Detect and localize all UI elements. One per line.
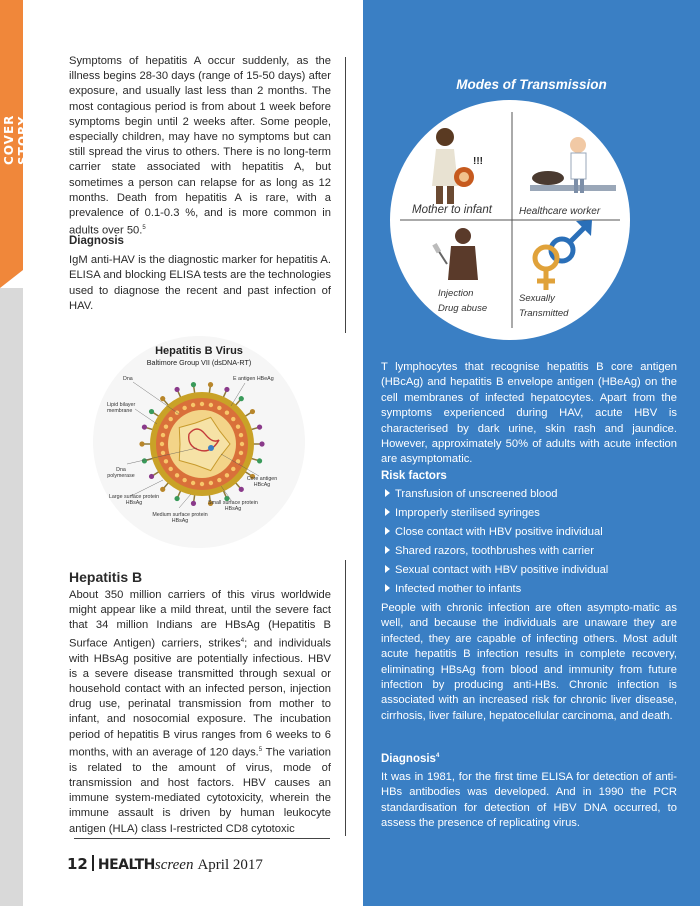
hepb-text-3: The variation is related to the amount of virus, mode of transmission and host factors. HBV causes an immune system-mediated cytotoxicity, wherein the immune assault is driven by human leukocyte antigen (HLA) class I-restricted CD8 cytotoxic — [69, 746, 331, 835]
risk-item — [381, 563, 677, 582]
membrane-lipid-dot — [169, 417, 173, 421]
membrane-lipid-dot — [200, 402, 204, 406]
footer-separator — [92, 855, 94, 871]
membrane-lipid-dot — [175, 473, 179, 477]
membrane-lipid-dot — [231, 467, 235, 471]
label-large-surface: Large surface protein HBsAg — [108, 494, 160, 506]
diagnosis-paragraph: IgM anti-HAV is the diagnostic marker for hepatitis A. ELISA and blocking ELISA tests are the technologies used to diagnose the recent and past infection of HAV. — [69, 254, 331, 312]
chronic-infection-block — [381, 601, 677, 724]
svg-text:!!!: !!! — [473, 156, 483, 167]
page-number: 12 — [67, 855, 88, 873]
right-body-paragraph: T lymphocytes that recognise hepatitis B core antigen (HBcAg) and hepatitis B envelope antigen (HBeAg) on the cell membranes of infected hepatocytes. Apart from the symptoms experienced during HAV, acute HBV is characterised by dark urine, skin rash and jaundice. However, approximately 50% of adults with acute infection are asymptomatic. — [381, 361, 677, 466]
modes-title: Modes of Transmission — [456, 77, 607, 92]
membrane-lipid-dot — [231, 417, 235, 421]
side-margin-bar — [0, 288, 23, 906]
virus-surface-protein — [250, 409, 255, 414]
virus-surface-protein — [239, 396, 244, 401]
membrane-lipid-dot — [239, 433, 243, 437]
label-lipid-membrane: Lipid bilayer membrane — [107, 402, 136, 414]
page-footer — [67, 855, 263, 877]
membrane-lipid-dot — [164, 459, 168, 463]
hepatitis-b-block — [69, 588, 331, 837]
mode-sexually: Sexually — [519, 293, 555, 304]
leader-medium — [179, 494, 191, 508]
mode-transmitted: Transmitted — [519, 308, 569, 319]
virus-surface-protein — [149, 409, 154, 414]
membrane-lipid-dot — [225, 473, 229, 477]
membrane-lipid-dot — [239, 451, 243, 455]
hepatitis-b-paragraph — [69, 588, 331, 837]
virus-surface-protein — [239, 487, 244, 492]
membrane-lipid-dot — [169, 467, 173, 471]
bullet-arrow-icon — [385, 527, 390, 535]
membrane-lipid-dot — [200, 482, 204, 486]
hepatitis-b-heading: Hepatitis B — [69, 569, 143, 585]
risk-item — [381, 582, 677, 601]
hepatitis-b-virus-figure — [93, 336, 305, 548]
diagnosis-heading: Diagnosis — [69, 235, 124, 247]
hepb-text-2: ; and individuals with HBsAg positive are potentially infectious. HBV is a severe disease transmitted through sexual or household contact with an infected person, injection drug use, perinatal transmission from mother to infant, and nosocomial exposure. The incubation period of hepatitis B virus ranges from 6 weeks to 6 months, with an average of 120 days. — [69, 637, 331, 759]
column-divider-top — [345, 57, 346, 333]
membrane-lipid-dot — [225, 411, 229, 415]
virus-surface-protein — [142, 424, 147, 429]
membrane-lipid-dot — [209, 403, 213, 407]
membrane-lipid-dot — [217, 478, 221, 482]
section-tab-label: COVER STORY — [2, 114, 30, 166]
injection-drug-icon — [432, 228, 478, 280]
virus-surface-protein — [174, 496, 179, 501]
mode-drug-abuse: Drug abuse — [438, 303, 488, 314]
modes-quadrant-lines — [390, 100, 630, 340]
risk-item — [381, 525, 677, 544]
membrane-lipid-dot — [191, 403, 195, 407]
intro-text: Symptoms of hepatitis A occur suddenly, as the illness begins 28-30 days (range of 15-50 days) after exposure, and usually last less than 2 months. The most contagious period is from about 1 week before symptoms begin until 2 weeks after. Some people, especially children, may have no symptoms but can still spread the virus to others. There is no long-term carrier state associated with hepatitis A, but sometimes a person can relapse for as long as 12 months. Death from hepatitis A is rare, with a prevalence of 0.1-0.3 %, and is more common in adults over 50. — [69, 55, 331, 237]
membrane-lipid-dot — [161, 433, 165, 437]
virus-surface-protein — [208, 382, 213, 387]
risk-item-text: Sexual contact with HBV positive individual — [395, 564, 609, 576]
issue-date: April 2017 — [197, 857, 263, 873]
intro-ref: 5 — [142, 225, 146, 232]
right-diagnosis-block — [381, 770, 677, 832]
virus-surface-protein — [142, 458, 147, 463]
virus-surface-protein — [191, 501, 196, 506]
risk-item — [381, 506, 677, 525]
virus-surface-protein — [174, 387, 179, 392]
membrane-lipid-dot — [182, 478, 186, 482]
virus-surface-protein — [191, 382, 196, 387]
bullet-arrow-icon — [385, 546, 390, 554]
mother-infant-icon — [432, 128, 483, 204]
virus-surface-protein — [160, 487, 165, 492]
membrane-lipid-dot — [182, 406, 186, 410]
right-diagnosis-ref: 4 — [435, 753, 440, 760]
label-small-surface: Small surface protein HBsAg — [208, 500, 258, 512]
intro-paragraph — [69, 54, 331, 239]
membrane-lipid-dot — [217, 406, 221, 410]
virus-surface-protein — [259, 441, 264, 446]
risk-factors-list — [381, 487, 677, 601]
mode-healthcare-worker: Healthcare worker — [519, 206, 601, 217]
label-dna: Dna — [123, 376, 133, 382]
brand-name-italic: screen — [154, 857, 194, 873]
membrane-lipid-dot — [161, 451, 165, 455]
gender-symbols-icon — [535, 220, 592, 290]
bullet-arrow-icon — [385, 508, 390, 516]
risk-item-text: Transfusion of unscreened blood — [395, 488, 558, 500]
hepb-ref-2: 5 — [258, 746, 263, 753]
bullet-arrow-icon — [385, 489, 390, 497]
risk-item-text: Close contact with HBV positive individual — [395, 526, 603, 538]
virus-surface-protein — [257, 424, 262, 429]
membrane-lipid-dot — [191, 481, 195, 485]
leader-dna — [133, 382, 179, 414]
healthcare-worker-icon — [530, 137, 616, 193]
virus-surface-protein — [139, 441, 144, 446]
label-core-antigen: Core antigen HBcAg — [246, 476, 278, 488]
risk-item-text: Shared razors, toothbrushes with carrier — [395, 545, 594, 557]
risk-item-text: Improperly sterilised syringes — [395, 507, 540, 519]
virus-surface-protein — [160, 396, 165, 401]
risk-factors-heading: Risk factors — [381, 470, 447, 482]
membrane-lipid-dot — [240, 442, 244, 446]
virus-surface-protein — [149, 474, 154, 479]
right-diagnosis-heading — [381, 753, 439, 765]
bullet-arrow-icon — [385, 565, 390, 573]
membrane-lipid-dot — [236, 424, 240, 428]
virus-figure-title: Hepatitis B Virus — [155, 345, 243, 357]
mode-injection: Injection — [438, 288, 474, 299]
label-medium-surface: Medium surface protein HBsAg — [152, 512, 208, 524]
risk-item — [381, 544, 677, 563]
footer-rule — [74, 838, 330, 839]
virus-surface-protein — [224, 387, 229, 392]
membrane-lipid-dot — [164, 424, 168, 428]
right-diagnosis-heading-text: Diagnosis — [381, 753, 436, 765]
bullet-arrow-icon — [385, 584, 390, 592]
hepb-ref-1: 4 — [240, 637, 245, 644]
modes-of-transmission-graphic — [390, 100, 630, 340]
right-body-block — [381, 360, 677, 468]
membrane-lipid-dot — [160, 442, 164, 446]
column-divider-bottom — [345, 560, 346, 836]
label-dna-polymerase: Dna polymerase — [107, 467, 135, 479]
hepb-text-1: About 350 million carriers of this virus worldwide might appear like a mild threat, until the severe fact that 34 million Indians are HBsAg (Hepatitis B Surface Antigen) carriers, strikes — [69, 589, 331, 650]
virus-figure-subtitle: Baltimore Group VII (dsDNA-RT) — [146, 358, 252, 367]
label-e-antigen: E antigen HBeAg — [233, 376, 274, 382]
right-diagnosis-paragraph: It was in 1981, for the first time ELISA for detection of anti-HBs antibodies was developed. And in 1990 the PCR standardisation for detection of HBV DNA occurred, to assess the presence of replicating virus. — [381, 771, 677, 830]
mode-mother-to-infant: Mother to infant — [412, 204, 492, 216]
virus-surface-protein — [257, 458, 262, 463]
diagnosis-block — [69, 234, 331, 314]
section-tab-fold — [0, 270, 23, 288]
chronic-infection-paragraph: People with chronic infection are often asympto-matic as well, and because the individuals are unaware they are infected, they are capable of infecting others. Most adult acute hepatitis B infection results in complete recovery, eliminating HBsAg from blood and immunity from future infection by producing anti-HBs. Chronic infection is associated with an increased risk for chronic liver disease, cirrhosis, liver failure, hepatocellular carcinoma, and death. — [381, 602, 677, 722]
virus-polymerase — [208, 445, 214, 451]
intro-paragraph-block — [69, 54, 331, 239]
membrane-lipid-dot — [209, 481, 213, 485]
risk-item-text: Infected mother to infants — [395, 583, 522, 595]
brand-name-bold: HEALTH — [97, 857, 155, 873]
risk-item — [381, 487, 677, 506]
